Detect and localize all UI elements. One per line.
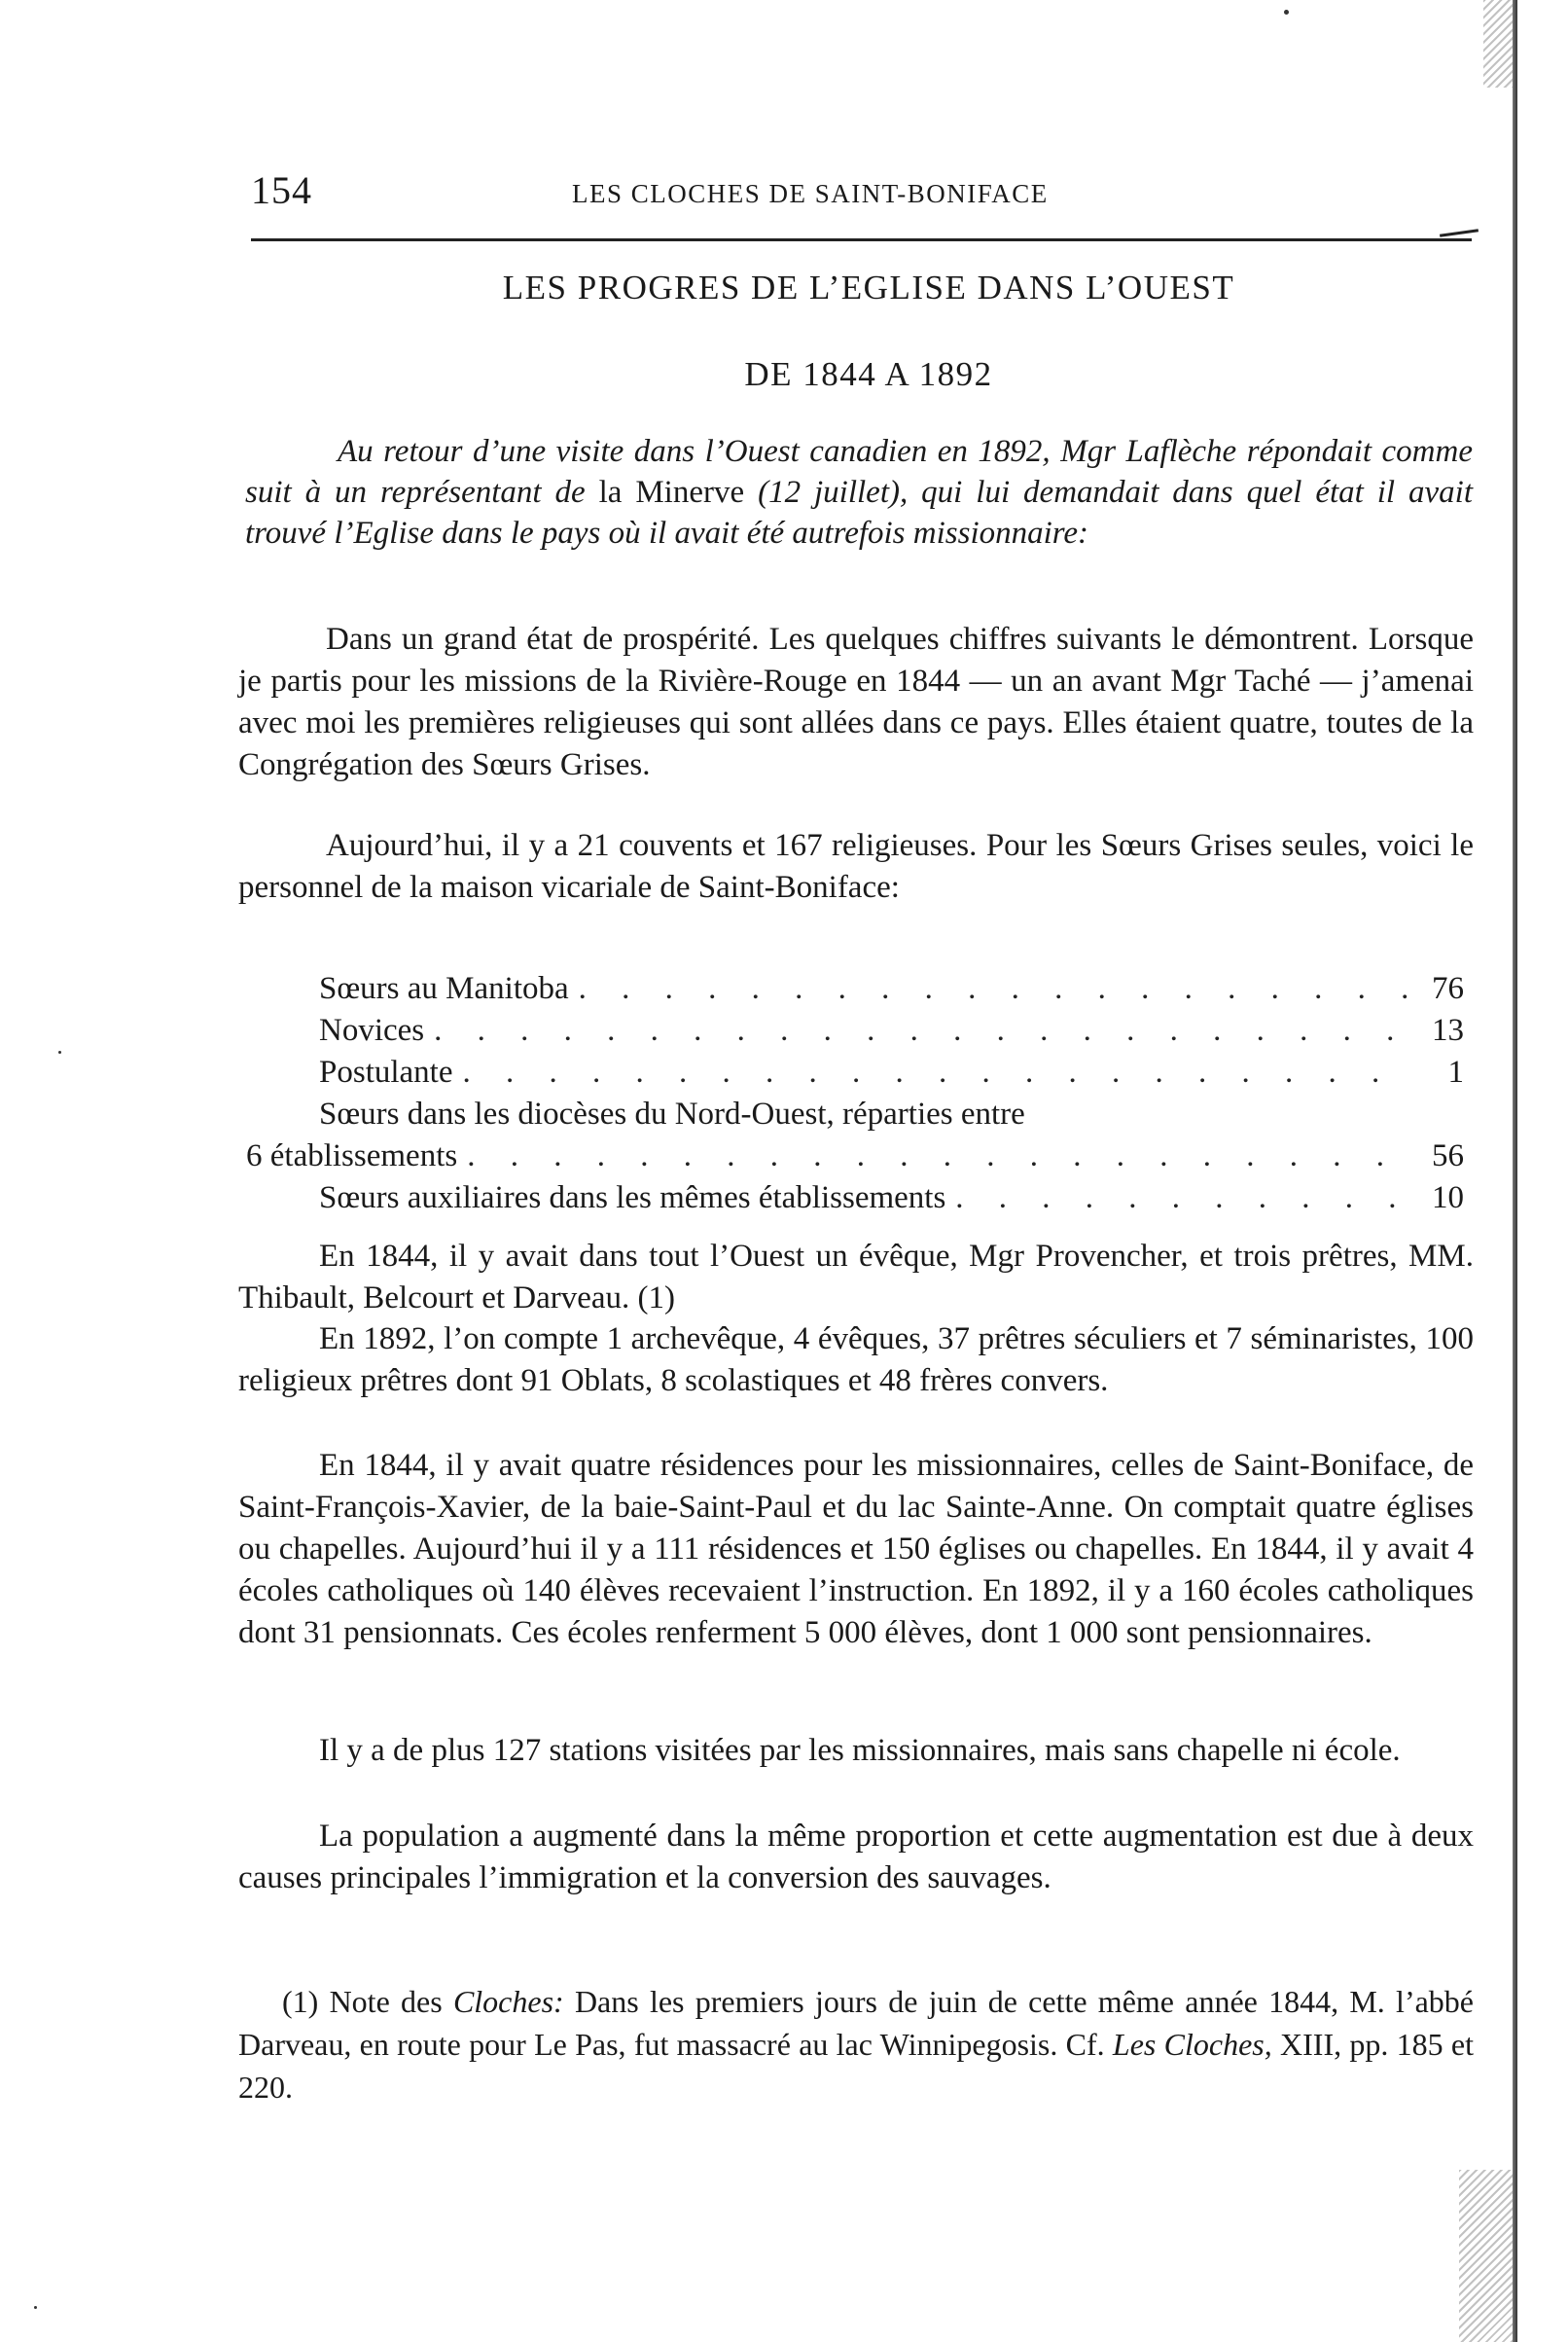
- footnote-marker: (1) Note des: [282, 1984, 453, 2019]
- list-item: [238, 1010, 1474, 1052]
- list-item-value: 1: [1447, 1055, 1464, 1090]
- list-item: [238, 1094, 1474, 1135]
- paragraph: En 1844, il y avait quatre résidences pour les missionnaires, celles de Saint-Boniface, de Saint-François-Xavier, de la baie-Saint-Paul et du lac Sainte-Anne. On comptait quatre églises ou chapelles. Aujourd’hui il y a 111 résidences et 150 églises ou chapelles. En 1844, il y avait 4 écoles catholiques où 140 élèves recevaient l’instruction. En 1892, il y a 160 écoles catholiques dont 31 pensionnats. Ces écoles renferment 5 000 élèves, dont 1 000 sont pensionnaires.: [238, 1448, 1474, 1650]
- paragraph: Il y a de plus 127 stations visitées par les missionnaires, mais sans chapelle ni école.: [319, 1733, 1401, 1768]
- scan-artifact: [1483, 0, 1513, 88]
- list-item: [238, 1052, 1474, 1094]
- ink-speck: [1284, 10, 1289, 15]
- intro-text: (12 juillet), qui lui demandait dans quel état il avait trouvé l’Eglise dans le pays où il avait été autrefois missionnaire:: [245, 475, 1473, 551]
- list-item-label: Sœurs dans les diocèses du Nord-Ouest, réparties entre: [319, 1097, 1025, 1132]
- footnote: [238, 1980, 1474, 2108]
- intro-text: Au retour d’une visite dans l’Ouest canadien en 1892, Mgr Laflèche répondait comme suit à un représentant de: [245, 434, 1473, 510]
- dot-leader: [579, 968, 1415, 1010]
- list-item-label: Novices: [319, 1013, 425, 1048]
- ink-speck: [34, 2306, 37, 2309]
- list-item-label: Sœurs auxiliaires dans les mêmes établissements: [319, 1180, 946, 1215]
- list-item: [238, 968, 1474, 1010]
- paragraph: Aujourd’hui, il y a 21 couvents et 167 religieuses. Pour les Sœurs Grises seules, voici le personnel de la maison vicariale de Saint-Boniface:: [238, 828, 1474, 905]
- footnote-source: Cloches:: [452, 1984, 564, 2019]
- list-item: [238, 1135, 1474, 1177]
- list-item-value: 13: [1432, 1013, 1464, 1048]
- list-item-label: Sœurs au Manitoba: [319, 971, 569, 1006]
- chapter-title: LES PROGRES DE L’EGLISE DANS L’OUEST: [502, 269, 1235, 306]
- list-item: [238, 1177, 1474, 1219]
- personnel-list: [238, 968, 1474, 1219]
- footnote-text: XIII, pp. 185 et 220.: [238, 2027, 1475, 2105]
- header-rule-flourish: [1440, 229, 1479, 237]
- list-item-value: 10: [1432, 1180, 1464, 1215]
- paragraph: En 1892, l’on compte 1 archevêque, 4 évêques, 37 prêtres séculiers et 7 séminaristes, 100 religieux prêtres dont 91 Oblats, 8 scolastiques et 48 frères convers.: [238, 1321, 1474, 1398]
- dot-leader: [467, 1135, 1415, 1177]
- paragraph: La population a augmenté dans la même proportion et cette augmentation est due à deux causes principales l’immigration et la conversion des sauvages.: [238, 1819, 1474, 1895]
- list-item-value: 56: [1432, 1138, 1464, 1173]
- list-item-label: Postulante: [319, 1055, 453, 1090]
- dot-leader: [955, 1177, 1415, 1219]
- page-number: 154: [251, 168, 312, 212]
- journal-name: la Minerve: [598, 475, 745, 510]
- scan-artifact: [1459, 2170, 1513, 2342]
- intro-paragraph: [245, 431, 1473, 554]
- page-edge-shadow: [1513, 0, 1517, 2342]
- chapter-subtitle: DE 1844 A 1892: [744, 355, 993, 393]
- dot-leader: [463, 1052, 1416, 1094]
- paragraph: En 1844, il y avait dans tout l’Ouest un évêque, Mgr Provencher, et trois prêtres, MM. Thibault, Belcourt et Darveau. (1): [238, 1239, 1474, 1315]
- page-header: [251, 167, 1467, 216]
- footnote-reference: Les Cloches,: [1112, 2027, 1272, 2062]
- footnote-text: Dans les premiers jours de juin de cette même année 1844, M. l’abbé Darveau, en route pour Le Pas, fut massacré au lac Winnipegosis. Cf.: [238, 1984, 1475, 2062]
- list-item-value: 76: [1432, 971, 1464, 1006]
- list-item-label-continuation: 6 établissements: [246, 1138, 458, 1173]
- ink-speck: [58, 1051, 61, 1054]
- dot-leader: [434, 1010, 1415, 1052]
- header-rule: [251, 238, 1472, 241]
- paragraph: Dans un grand état de prospérité. Les quelques chiffres suivants le démontrent. Lorsque je partis pour les missions de la Rivière-Rouge en 1844 — un an avant Mgr Taché — j’amenai avec moi les premières religieuses qui sont allées dans ce pays. Elles étaient quatre, toutes de la Congrégation des Sœurs Grises.: [238, 622, 1474, 782]
- running-title: LES CLOCHES DE SAINT-BONIFACE: [572, 179, 1049, 208]
